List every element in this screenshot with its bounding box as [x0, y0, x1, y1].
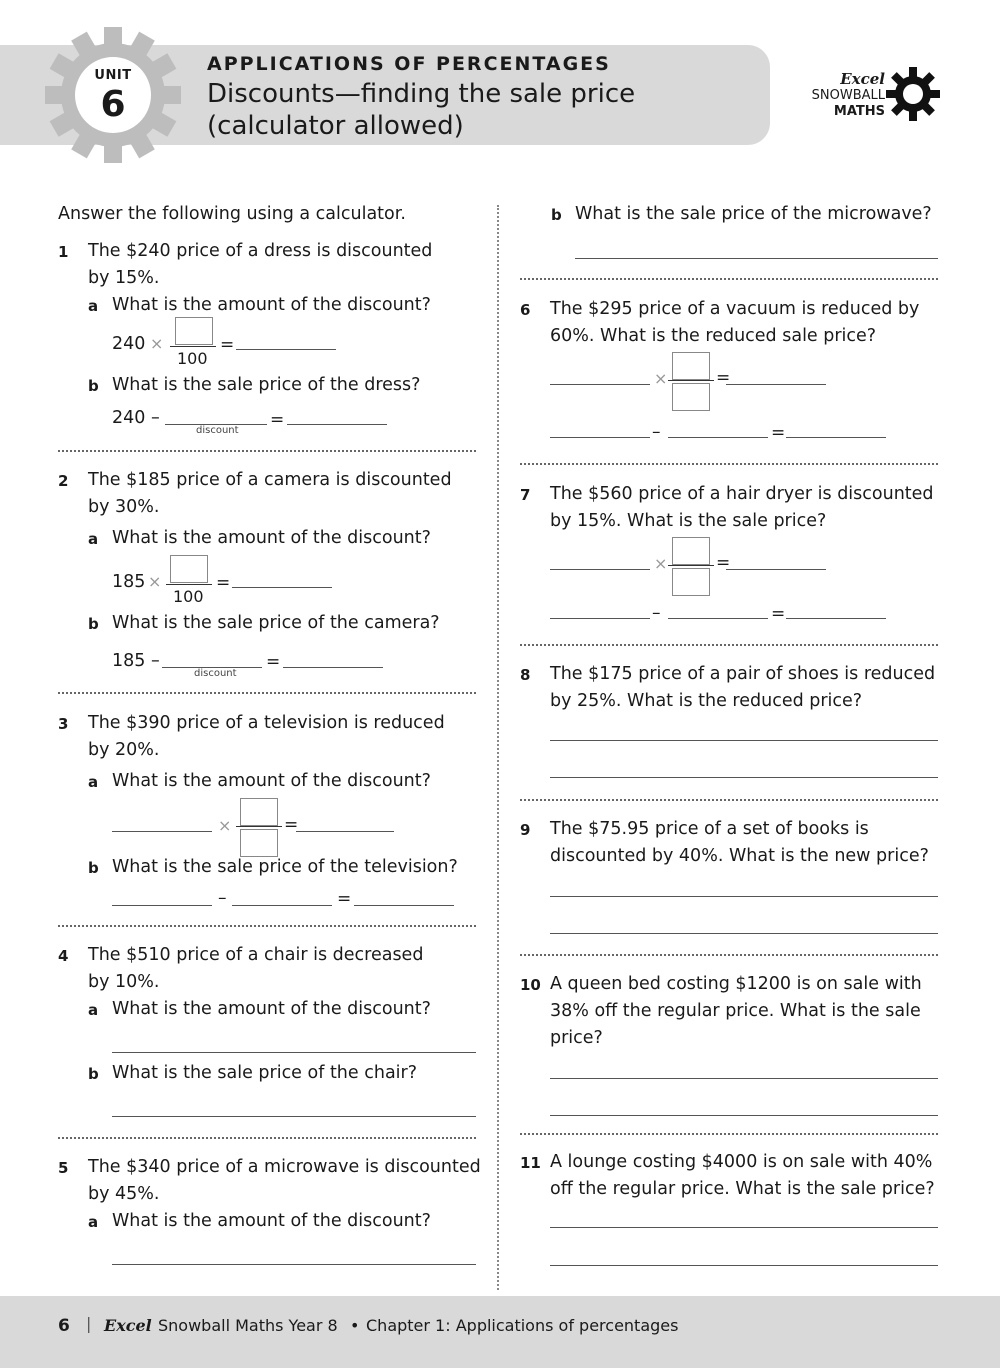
question-separator [58, 1137, 476, 1139]
question-2a-text: What is the amount of the discount? [112, 528, 431, 548]
question-4a-label: a [88, 1001, 99, 1019]
minus-sign: – [652, 422, 661, 442]
minus-sign: – [652, 603, 661, 623]
question-6-text: The $295 price of a vacuum is reduced by [550, 299, 920, 319]
question-8-number: 8 [520, 666, 531, 684]
answer-line[interactable] [354, 905, 454, 906]
answer-line[interactable] [786, 618, 886, 619]
answer-line[interactable] [550, 437, 650, 438]
question-separator [58, 925, 476, 927]
discount-caption: discount [196, 425, 239, 436]
times-sign: × [150, 334, 164, 353]
times-sign: × [654, 369, 668, 388]
answer-line[interactable] [550, 740, 938, 741]
answer-line[interactable] [550, 896, 938, 897]
question-1-text: The $240 price of a dress is discounted [88, 241, 433, 261]
equals-sign: = [716, 368, 731, 388]
question-separator [520, 278, 938, 280]
numerator-box[interactable] [672, 537, 710, 565]
answer-line[interactable] [668, 618, 768, 619]
question-4a-text: What is the amount of the discount? [112, 999, 431, 1019]
answer-line[interactable] [550, 1115, 938, 1116]
footer-book-excel: Excel [104, 1316, 152, 1335]
question-1a-text: What is the amount of the discount? [112, 295, 431, 315]
question-7-text-2: by 15%. What is the sale price? [550, 511, 827, 531]
question-5b-label: b [551, 206, 562, 224]
page-number: 6 [58, 1316, 70, 1336]
question-4b-label: b [88, 1065, 99, 1083]
page-title-line1: Discounts—finding the sale price [207, 79, 636, 109]
question-5b-text: What is the sale price of the microwave? [575, 204, 932, 224]
equals-sign: = [216, 573, 231, 593]
question-11-number: 11 [520, 1154, 541, 1172]
question-1-text-2: by 15%. [88, 268, 160, 288]
equals-sign: = [716, 553, 731, 573]
question-separator [520, 799, 938, 801]
discount-caption: discount [194, 668, 237, 679]
question-4-number: 4 [58, 947, 69, 965]
question-1-number: 1 [58, 243, 69, 261]
question-separator [520, 1133, 938, 1135]
denominator: 100 [173, 587, 204, 606]
question-4b-text: What is the sale price of the chair? [112, 1063, 418, 1083]
denominator-box[interactable] [672, 383, 710, 411]
question-7-text: The $560 price of a hair dryer is discounted [550, 484, 934, 504]
answer-line[interactable] [232, 587, 332, 588]
denominator-box[interactable] [240, 829, 278, 857]
question-separator [520, 644, 938, 646]
question-separator [520, 463, 938, 465]
question-2a-label: a [88, 530, 99, 548]
question-5-text-2: by 45%. [88, 1184, 160, 1204]
question-7-number: 7 [520, 486, 531, 504]
numerator-box[interactable] [240, 798, 278, 826]
answer-line[interactable] [296, 831, 394, 832]
question-2b-text: What is the sale price of the camera? [112, 613, 440, 633]
question-10-text: A queen bed costing $1200 is on sale with [550, 974, 922, 994]
page-title-line2: (calculator allowed) [207, 111, 464, 141]
footer-chapter: Chapter 1: Applications of percentages [366, 1316, 679, 1335]
denominator: 100 [177, 349, 208, 368]
answer-line[interactable] [550, 569, 650, 570]
page-kicker: APPLICATIONS OF PERCENTAGES [207, 53, 611, 75]
question-9-number: 9 [520, 821, 531, 839]
question-9-text: The $75.95 price of a set of books is [550, 819, 869, 839]
question-5a-text: What is the amount of the discount? [112, 1211, 431, 1231]
answer-line[interactable] [726, 384, 826, 385]
question-2b-label: b [88, 615, 99, 633]
question-11-text-2: off the regular price. What is the sale price? [550, 1179, 935, 1199]
equals-sign: = [270, 410, 285, 430]
question-1b-text: What is the sale price of the dress? [112, 375, 421, 395]
question-8-text: The $175 price of a pair of shoes is reduced [550, 664, 936, 684]
question-separator [58, 450, 476, 452]
answer-line[interactable] [287, 424, 387, 425]
answer-line[interactable] [283, 667, 383, 668]
footer-divider: | [86, 1314, 92, 1333]
question-2b-expression: 185 – [112, 651, 160, 671]
unit-label: UNIT [94, 68, 132, 83]
equals-sign: = [284, 815, 299, 835]
question-1a-label: a [88, 297, 99, 315]
answer-line[interactable] [112, 905, 212, 906]
answer-line[interactable] [550, 1078, 938, 1079]
times-sign: × [218, 816, 232, 835]
question-1a-base: 240 [112, 334, 146, 354]
column-divider [497, 205, 499, 1290]
question-3b-label: b [88, 859, 99, 877]
answer-line[interactable] [236, 349, 336, 350]
question-2a-base: 185 [112, 572, 146, 592]
question-10-text-2: 38% off the regular price. What is the sale [550, 1001, 921, 1021]
minus-sign: – [218, 888, 227, 908]
answer-line[interactable] [668, 437, 768, 438]
question-1b-label: b [88, 377, 99, 395]
answer-line[interactable] [232, 905, 332, 906]
equals-sign: = [771, 604, 786, 624]
logo-gear-icon [885, 66, 941, 122]
fraction-bar [668, 380, 714, 381]
question-separator [520, 954, 938, 956]
instructions: Answer the following using a calculator. [58, 204, 406, 224]
question-3a-text: What is the amount of the discount? [112, 771, 431, 791]
equals-sign: = [220, 335, 235, 355]
numerator-box[interactable] [672, 352, 710, 380]
times-sign: × [148, 572, 162, 591]
fraction-bar [236, 826, 282, 827]
times-sign: × [654, 554, 668, 573]
logo-maths: MATHS [833, 104, 885, 119]
question-3a-label: a [88, 773, 99, 791]
question-6-text-2: 60%. What is the reduced sale price? [550, 326, 877, 346]
question-4-text-2: by 10%. [88, 972, 160, 992]
equals-sign: = [771, 423, 786, 443]
question-2-text: The $185 price of a camera is discounted [88, 470, 452, 490]
question-4-text: The $510 price of a chair is decreased [88, 945, 424, 965]
answer-line[interactable] [550, 1265, 938, 1266]
answer-line[interactable] [726, 569, 826, 570]
answer-line[interactable] [550, 618, 650, 619]
question-9-text-2: discounted by 40%. What is the new price? [550, 846, 929, 866]
question-5-number: 5 [58, 1159, 69, 1177]
percent-input-box[interactable] [170, 555, 208, 583]
question-8-text-2: by 25%. What is the reduced price? [550, 691, 863, 711]
logo-snowball: SNOWBALL [811, 88, 885, 103]
answer-line[interactable] [112, 1116, 476, 1117]
question-6-number: 6 [520, 301, 531, 319]
answer-line[interactable] [550, 1227, 938, 1228]
percent-input-box[interactable] [175, 317, 213, 345]
page-title [207, 78, 747, 142]
footer-book-title: Snowball Maths Year 8 [158, 1316, 338, 1335]
fraction-bar [668, 565, 714, 566]
question-5-text: The $340 price of a microwave is discounted [88, 1157, 481, 1177]
footer-bullet: • [350, 1316, 360, 1335]
question-1b-expression: 240 – [112, 408, 160, 428]
question-2-text-2: by 30%. [88, 497, 160, 517]
answer-line[interactable] [112, 1264, 476, 1265]
answer-line[interactable] [550, 384, 650, 385]
question-3-number: 3 [58, 715, 69, 733]
answer-line[interactable] [575, 258, 938, 259]
equals-sign: = [337, 889, 352, 909]
question-11-text: A lounge costing $4000 is on sale with 40% [550, 1152, 933, 1172]
question-2-number: 2 [58, 472, 69, 490]
question-10-number: 10 [520, 976, 541, 994]
answer-line[interactable] [550, 777, 938, 778]
answer-line[interactable] [112, 831, 212, 832]
equals-sign: = [266, 652, 281, 672]
answer-line[interactable] [112, 1052, 476, 1053]
answer-line[interactable] [786, 437, 886, 438]
unit-number: 6 [100, 84, 126, 125]
question-3-text-2: by 20%. [88, 740, 160, 760]
logo-excel: Excel [840, 70, 885, 88]
question-3b-text: What is the sale price of the television? [112, 857, 458, 877]
denominator-box[interactable] [672, 568, 710, 596]
answer-line[interactable] [550, 933, 938, 934]
question-3-text: The $390 price of a television is reduced [88, 713, 445, 733]
question-5a-label: a [88, 1213, 99, 1231]
question-separator [58, 692, 476, 694]
question-10-text-3: price? [550, 1028, 603, 1048]
